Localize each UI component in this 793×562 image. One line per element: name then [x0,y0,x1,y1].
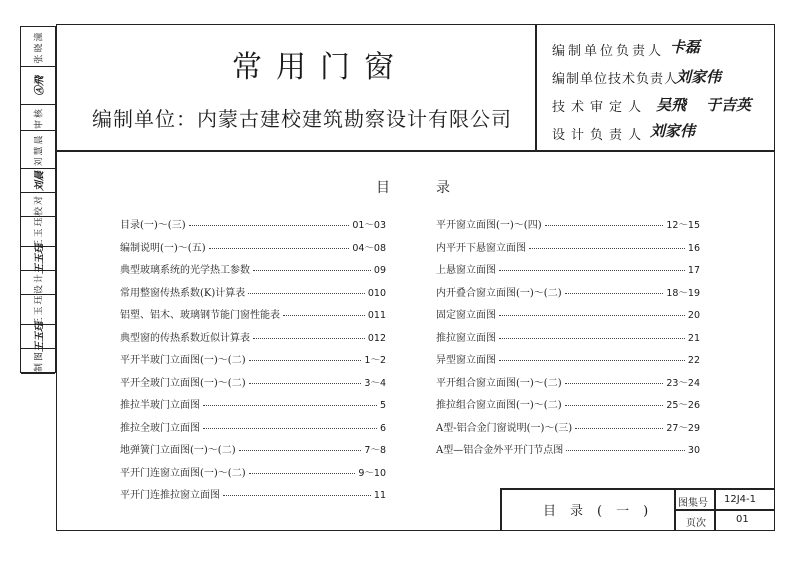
toc-entry-title: 平开门连推拉窗立面图 [120,490,220,501]
role-review: 技术审定人 [552,100,648,115]
toc-leader-dots [499,360,685,361]
atlas-label: 图集号 [678,498,708,509]
toc-leader-dots [249,473,356,474]
toc-entry-title: 推拉窗立面图 [436,332,496,344]
signoff-cell-role [21,105,55,131]
toc-entry [436,441,700,464]
toc-entry [120,396,386,419]
signoff-cell-name [21,27,55,67]
toc-entry [120,441,386,464]
toc-leader-dots [223,495,371,496]
toc-entry-title: 内平开下悬窗立面图 [436,242,526,254]
signoff-signature: 刘晨 [34,170,46,191]
toc-entry-title: 编制说明(一)～(五) [120,242,206,254]
toc-leader-dots [565,293,664,294]
signoff-cell-name [21,214,55,249]
toc-entry [120,284,386,307]
toc-leader-dots [566,450,685,451]
toc-leader-dots [565,383,664,384]
toc-entry-page: 25～26 [666,400,700,411]
toc-entry-title: 推拉全玻门立面图 [120,422,200,434]
toc-leader-dots [249,360,362,361]
toc-leader-dots [529,248,685,249]
toc-entry [436,216,700,239]
toc-leader-dots [248,293,365,294]
toc-entry-page: 30 [687,445,700,456]
header-divider [56,150,775,152]
toc-leader-dots [253,338,365,339]
toc-entry [120,239,386,262]
toc-entry-title: 目录(一)～(三) [120,220,186,231]
toc-leader-dots [209,248,350,249]
toc-entry-page: 1～2 [364,355,386,366]
toc-entry [436,329,700,352]
signoff-signature: 王玉珏 [34,243,46,274]
sheet-name: 目录(一) [543,504,663,519]
signature-review-2: 于吉英 [706,96,752,114]
toc-entry-title: 平开窗立面图(一)～(四) [436,220,542,231]
signature-review-1: 吴飛 [656,96,687,114]
toc-leader-dots [499,270,685,271]
signoff-cell-role [21,193,55,217]
toc-leader-dots [203,428,377,429]
signoff-role: 制图 [34,349,45,373]
signoff-cell-name [21,292,55,327]
toc-entry-page: 011 [367,310,386,321]
page-number: 01 [736,514,749,525]
toc-entry-page: 16 [687,242,700,254]
toc-entry-title: 推拉组合窗立面图(一)～(二) [436,400,562,411]
organization-name: 编制单位：内蒙古建校建筑勘察设计有限公司 [92,107,512,131]
toc-entry-page: 23～24 [666,377,700,389]
role-tech-head: 编制单位技术负责人 [552,72,679,87]
toc-entry [436,306,700,329]
toc-entry [436,261,700,284]
toc-entry-title: 平开组合窗立面图(一)～(二) [436,377,562,389]
signoff-role: 设计 [34,271,45,294]
toc-leader-dots [545,225,664,226]
signoff-signature: Ⓐ飛 [34,75,46,96]
toc-entry-page: 21 [687,332,700,344]
toc-entry-title: 典型窗的传热系数近似计算表 [120,332,250,344]
toc-entry-page: 010 [367,287,386,299]
toc-entry [120,351,386,374]
toc-entry [436,396,700,419]
toc-entry-page: 22 [687,355,700,366]
toc-right-column [436,216,700,464]
toc-entry-title: 地弹簧门立面图(一)～(二) [120,445,236,456]
toc-leader-dots [189,225,350,226]
titleblock-top-line [500,488,775,490]
toc-entry [436,419,700,442]
page-title: 常用门窗 [232,50,408,85]
toc-entry-page: 012 [367,332,386,344]
toc-leader-dots [253,270,371,271]
toc-entry-page: 5 [379,400,386,411]
toc-leader-dots [283,315,365,316]
toc-entry-title: 平开半玻门立面图(一)～(二) [120,355,246,366]
toc-leader-dots [575,428,663,429]
toc-entry-title: A型-铝合金门窗说明(一)～(三) [436,422,573,434]
toc-entry [120,261,386,284]
toc-entry-title: 上悬窗立面图 [436,265,496,276]
signoff-name: 王玉珏 [34,214,45,249]
toc-entry [120,486,386,509]
toc-leader-dots [249,383,362,384]
toc-leader-dots [499,338,685,339]
signoff-cell-sig [21,67,55,105]
signature-design-head: 刘家伟 [650,122,696,140]
titleblock-left-line [500,488,502,531]
toc-entry-page: 01～03 [352,220,386,231]
role-org-head: 编制单位负责人 [552,44,665,59]
toc-entry-title: 内开叠合窗立面图(一)～(二) [436,287,562,299]
signature-tech-head: 刘家伟 [676,68,722,86]
toc-entry-page: 11 [373,490,386,501]
signoff-name: 张晓潼 [34,29,45,64]
toc-leader-dots [499,315,685,316]
toc-entry-title: 平开全玻门立面图(一)～(二) [120,377,246,389]
toc-entry [436,351,700,374]
toc-left-column [120,216,386,509]
signoff-cell-sig [21,243,55,274]
toc-entry [436,239,700,262]
toc-entry-page: 09 [373,265,386,276]
toc-entry [120,464,386,487]
toc-entry-page: 20 [687,310,700,321]
toc-entry-title: 固定窗立面图 [436,310,496,321]
toc-entry-page: 7～8 [364,445,386,456]
toc-entry-title: A型—铝合金外平开门节点图 [436,445,564,456]
signoff-role: 审核 [34,106,45,129]
toc-entry-page: 17 [687,265,700,276]
toc-entry [436,374,700,397]
page-label: 页次 [686,518,706,529]
signoff-cell-sig [21,321,55,352]
toc-entry [120,306,386,329]
atlas-number: 12J4-1 [724,494,757,505]
signoff-signature: 王玉珏 [34,321,46,352]
toc-entry-page: 27～29 [666,422,700,434]
toc-entry-title: 常用整窗传热系数(K)计算表 [120,287,246,299]
toc-entry [436,284,700,307]
toc-entry [120,419,386,442]
header-vertical-divider [535,24,537,151]
toc-entry-page: 12～15 [666,220,700,231]
signoff-cell-name [21,131,55,169]
signoff-role: 校对 [34,193,45,216]
toc-entry-page: 6 [379,422,386,434]
toc-entry-title: 典型玻璃系统的光学热工参数 [120,265,250,276]
toc-entry-title: 平开门连窗立面图(一)～(二) [120,467,246,479]
role-design-head: 设计负责人 [552,128,648,143]
signature-org-head: 卡磊 [670,38,701,56]
toc-entry-title: 异型窗立面图 [436,355,496,366]
toc-entry-page: 9～10 [358,467,386,479]
titleblock-mid-line [674,509,775,511]
toc-entry-page: 3～4 [364,377,386,389]
signoff-cell-role [21,349,55,374]
signoff-strip [20,26,56,373]
toc-entry-title: 铝塑、铝木、玻璃钢节能门窗性能表 [120,310,280,321]
toc-leader-dots [565,405,664,406]
signoff-name: 王玉珏 [34,292,45,327]
toc-leader-dots [203,405,377,406]
toc-leader-dots [239,450,362,451]
toc-entry [120,329,386,352]
signoff-cell-role [21,271,55,295]
toc-entry [120,216,386,239]
toc-entry [120,374,386,397]
signoff-cell-sig [21,169,55,193]
toc-entry-page: 04～08 [352,242,386,254]
toc-heading: 目录 [376,180,496,196]
toc-entry-page: 18～19 [666,287,700,299]
toc-entry-title: 推拉半玻门立面图 [120,400,200,411]
signoff-name: 刘慧晨 [34,132,45,167]
